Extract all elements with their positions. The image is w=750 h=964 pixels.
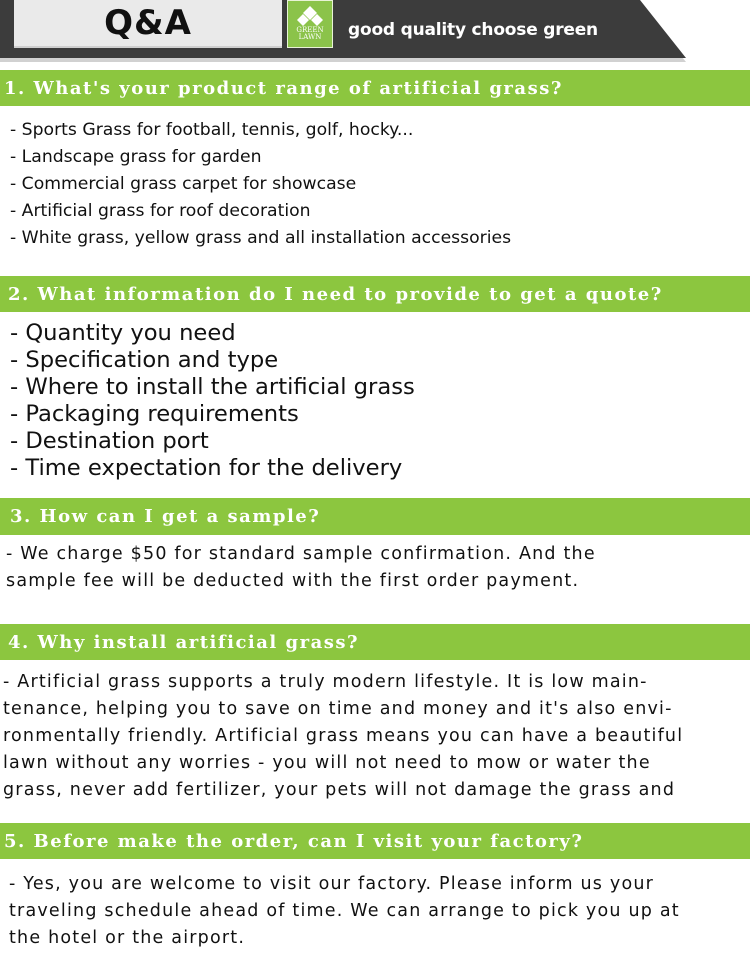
paragraph-line: the hotel or the airport. (9, 928, 246, 948)
list-item: - Specification and type (10, 347, 279, 373)
list-item: - Time expectation for the delivery (10, 455, 403, 481)
paragraph-line: traveling schedule ahead of time. We can arrange to pick you up at (9, 901, 680, 921)
logo-text-lawn: LAWN (298, 33, 322, 41)
paragraph-line: tenance, helping you to save on time and money and it's also envi- (3, 699, 673, 719)
slogan: good quality choose green (348, 20, 598, 40)
list-item: - Where to install the artificial grass (10, 374, 415, 400)
list-item: - Artificial grass for roof decoration (10, 201, 311, 221)
answer-paragraph-3 (6, 541, 596, 595)
question-5: 5. Before make the order, can I visit your factory? (4, 830, 584, 852)
logo-text-green: GREEN (296, 26, 324, 34)
page-title: Q&A (104, 3, 192, 43)
diamond-logo-icon (295, 5, 325, 27)
paragraph-line: - We charge $50 for standard sample confirmation. And the (6, 544, 596, 564)
question-2: 2. What information do I need to provide to get a quote? (8, 283, 663, 305)
paragraph-line: ronmentally friendly. Artificial grass means you can have a beautiful (3, 726, 684, 746)
answer-list-2 (0, 320, 750, 482)
answer-paragraph-4 (3, 669, 683, 804)
question-bar-5 (0, 823, 750, 859)
answer-paragraph-5 (9, 871, 680, 952)
list-item: - Destination port (10, 428, 209, 454)
list-item: - White grass, yellow grass and all installation accessories (10, 228, 512, 248)
paragraph-line: sample fee will be deducted with the first order payment. (6, 571, 580, 591)
paragraph-line: lawn without any worries - you will not need to mow or water the (3, 753, 651, 773)
paragraph-line: grass, never add fertilizer, your pets will not damage the grass and (3, 780, 676, 800)
list-item: - Landscape grass for garden (10, 147, 262, 167)
question-bar-2 (0, 276, 750, 312)
paragraph-line: - Artificial grass supports a truly modern lifestyle. It is low main- (3, 672, 648, 692)
question-bar-4 (0, 624, 750, 660)
question-3: 3. How can I get a sample? (10, 506, 321, 527)
list-item: - Quantity you need (10, 320, 236, 346)
list-item: - Commercial grass carpet for showcase (10, 174, 357, 194)
list-item: - Sports Grass for football, tennis, golf, hocky... (10, 120, 414, 140)
header-banner (0, 0, 750, 62)
qa-title-box (14, 0, 282, 48)
paragraph-line: - Yes, you are welcome to visit our factory. Please inform us your (9, 874, 655, 894)
question-bar-3 (0, 498, 750, 535)
green-lawn-logo (287, 0, 333, 48)
question-1: 1. What's your product range of artificial grass? (4, 77, 563, 99)
list-item: - Packaging requirements (10, 401, 299, 427)
answer-list-1 (0, 117, 750, 252)
question-bar-1 (0, 70, 750, 106)
question-4: 4. Why install artificial grass? (8, 631, 360, 653)
